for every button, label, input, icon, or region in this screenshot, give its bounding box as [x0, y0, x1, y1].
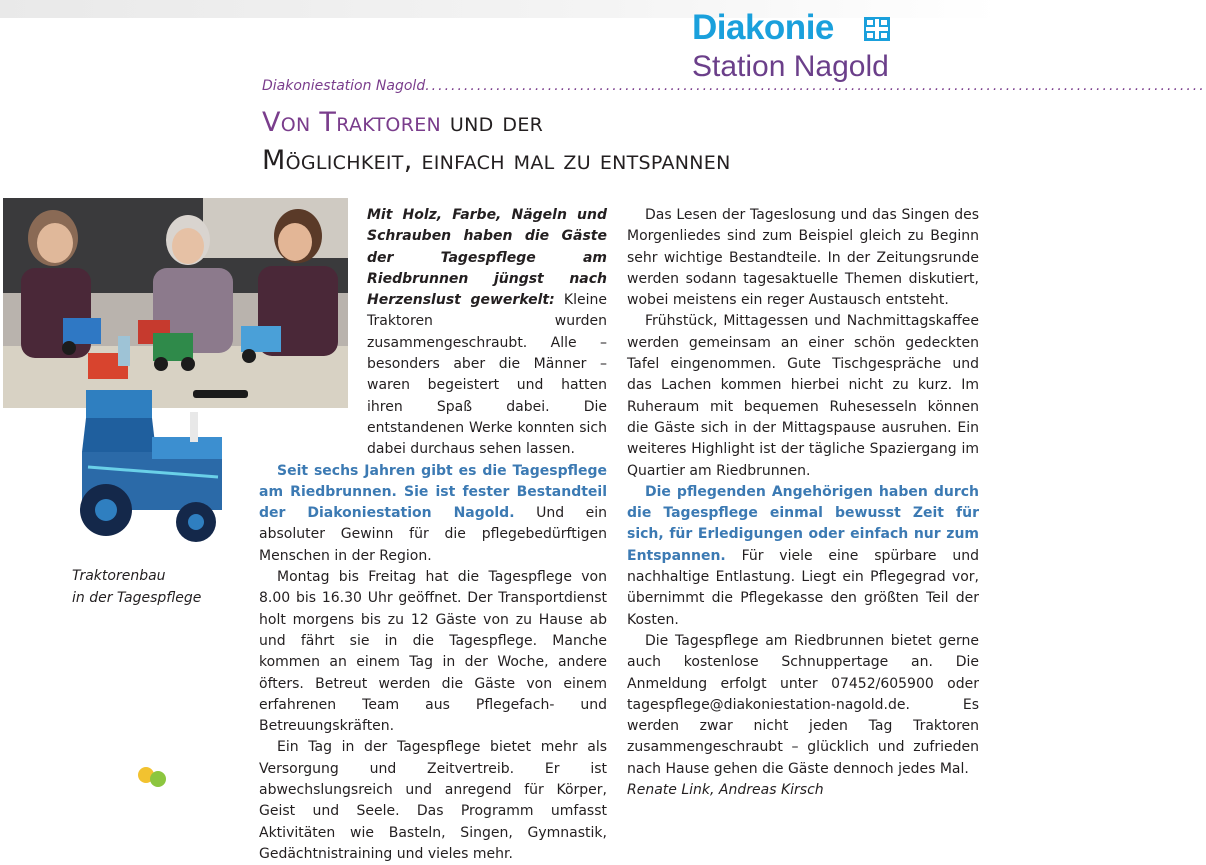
- section-label: [262, 78, 1206, 98]
- headline-highlight: Von Traktoren: [262, 107, 442, 138]
- photo-caption: [72, 565, 252, 609]
- diakonie-cross-icon: [864, 17, 890, 41]
- highlight-paragraph-1: [259, 461, 607, 567]
- intro-rest: Kleine Traktoren wurden zusammengeschraubt. Alle – besonders aber die Männer – waren begeistert und hatten ihren Spaß dabei. Die entstandenen Werke konnten sich dabei durchaus sehen lassen.: [367, 292, 607, 458]
- decorative-dots-icon: [136, 765, 168, 785]
- author-line: Renate Link, Andreas Kirsch: [627, 782, 824, 799]
- morning-routine-paragraph: Das Lesen der Tageslosung und das Singen des Morgenliedes sind zum Beispiel gleich zu Beginn sehr wichtige Bestandteile. In der Zeitungsrunde werden sodann tagesaktuelle Themen diskutiert, wobei meistens ein reger Austausch entsteht.: [627, 207, 979, 309]
- contact-paragraph: Die Tagespflege am Riedbrunnen bietet gerne auch kostenlose Schnuppertage an. Die Anmeldung erfolgt unter 07452/605900 oder tagespflege@diakoniestation-nagold.de. Es werden zwar nicht jeden Tag Traktoren zusammengeschraubt – glücklich und zufrieden nach Hause gehen die Gäste dennoch jedes Mal.: [627, 632, 979, 777]
- logo-brand: Diakonie: [692, 8, 834, 47]
- logo-station: Station Nagold: [692, 50, 889, 83]
- dot-leader: .........................................................................................................................: [425, 78, 1206, 94]
- caption-line2: in der Tagespflege: [72, 590, 202, 606]
- article-column-2: [259, 205, 607, 865]
- highlight-paragraph-2: [627, 482, 979, 631]
- opening-hours-paragraph: Montag bis Freitag hat die Tagespflege von 8.00 bis 16.30 Uhr geöffnet. Der Transportdienst holt morgens bis zu 12 Gäste von zu Hause ab und fährt sie in die Tagespflege. Manche kommen an einem Tag in der Woche, andere öfters. Betreut werden die Gäste von einem erfahrenen Team aus Pflegefach- und Betreuungskräften.: [259, 569, 607, 735]
- highlight-text-1: Seit sechs Jahren gibt es die Tagespflege am Riedbrunnen. Sie ist fester Bestandteil der Diakoniestation Nagold.: [259, 462, 607, 522]
- highlight-rest-1: Und ein absoluter Gewinn für die pflegebedürftigen Menschen in der Region.: [259, 505, 607, 564]
- meals-paragraph: Frühstück, Mittagessen und Nachmittagskaffee werden gemeinsam an einer schön gedeckten Tafel eingenommen. Gute Tischgespräche und das Lachen kommen hierbei nicht zu kurz. Im Ruheraum mit bequemen Ruhesesseln können die Gäste sich in der Mittagspause ausruhen. Ein weiteres Highlight ist der tägliche Spaziergang im Quartier am Riedbrunnen.: [627, 313, 979, 479]
- caption-line1: Traktorenbau: [72, 568, 166, 584]
- lead-text: Mit Holz, Farbe, Nägeln und Schrauben haben die Gäste der Tagespflege am Riedbrunnen jüngst nach Herzenslust gewerkelt:: [367, 207, 607, 309]
- program-paragraph: Ein Tag in der Tagespflege bietet mehr als Versorgung und Zeitvertreib. Er ist abwechslungsreich und anregend für Körper, Geist und Seele. Das Programm umfasst Aktivitäten wie Basteln, Singen, Gymnastik, Gedächtnistraining und vieles mehr.: [259, 739, 607, 862]
- highlight-rest-2: Für viele eine spürbare und nachhaltige Entlastung. Liegt ein Pflegegrad vor, übernimmt die Pflegekasse den größten Teil der Kosten.: [627, 547, 979, 628]
- headline-line2: Möglichkeit, einfach mal zu entspannen: [262, 145, 731, 176]
- diakonie-logo: [692, 8, 952, 88]
- section-label-text: Diakoniestation Nagold: [262, 78, 426, 94]
- intro-paragraph: [367, 205, 607, 461]
- headline-line1-rest: und der: [441, 107, 544, 138]
- headline: [262, 104, 982, 180]
- highlight-text-2: Die pflegenden Angehörigen haben durch die Tagespflege einmal bewusst Zeit für sich, für Erledigungen oder einfach nur zum Entspannen.: [627, 483, 979, 564]
- tractor-model-image: [78, 382, 230, 554]
- article-column-3: [627, 205, 979, 801]
